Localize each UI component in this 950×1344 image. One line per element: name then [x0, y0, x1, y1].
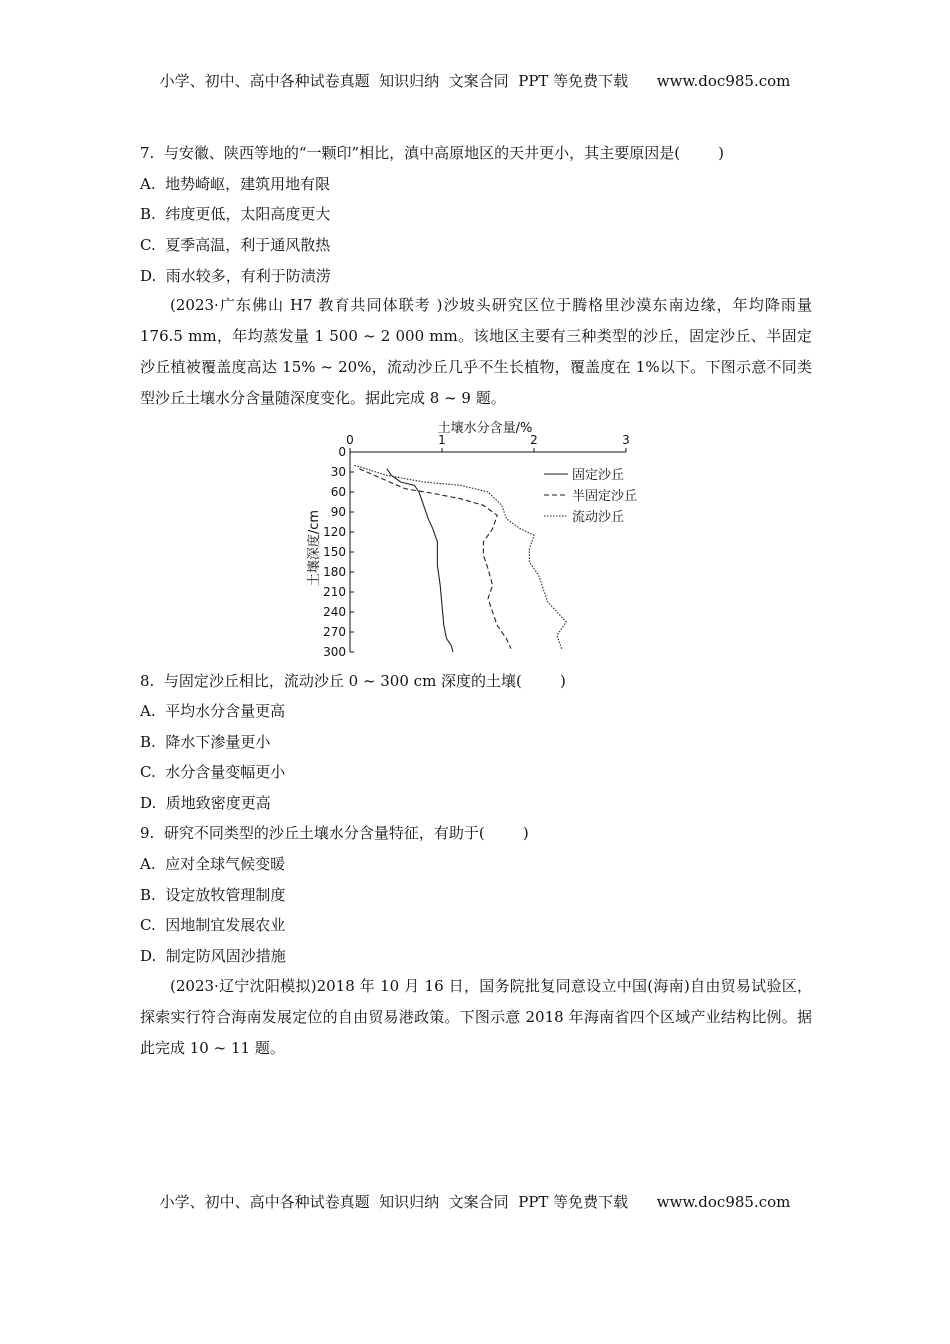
y-axis-label: 土壤深度/cm [307, 509, 322, 587]
y-tick-label: 240 [323, 605, 346, 619]
legend-label: 半固定沙丘 [572, 489, 638, 504]
page-footer: 小学、初中、高中各种试卷真题 知识归纳 文案合同 PPT 等免费下载 www.doc985.com [159, 1193, 791, 1211]
question-9-option-b: B. 设定放牧管理制度 [140, 886, 286, 904]
soil-moisture-chart [300, 418, 660, 663]
question-8-option-a: A. 平均水分含量更高 [140, 702, 286, 720]
question-8-option-c: C. 水分含量变幅更小 [140, 763, 286, 781]
y-tick-label: 90 [330, 505, 346, 519]
chart-title: 土壤水分含量/% [437, 421, 533, 436]
page-header: 小学、初中、高中各种试卷真题 知识归纳 文案合同 PPT 等免费下载 www.doc985.com [159, 72, 791, 90]
y-tick-label: 120 [323, 525, 346, 539]
question-9-option-a: A. 应对全球气候变暖 [140, 855, 286, 873]
question-9-option-d: D. 制定防风固沙措施 [140, 947, 286, 965]
question-7-option-b: B. 纬度更低，太阳高度更大 [140, 205, 331, 223]
series-line-2 [359, 469, 511, 649]
question-7-option-d: D. 雨水较多，有利于防渍涝 [140, 267, 331, 285]
legend-label: 固定沙丘 [572, 468, 625, 483]
question-8-option-b: B. 降水下渗量更小 [140, 733, 271, 751]
question-9-option-c: C. 因地制宜发展农业 [140, 916, 286, 934]
y-tick-label: 0 [338, 445, 346, 459]
question-7-option-c: C. 夏季高温，利于通风散热 [140, 236, 331, 254]
series-line-1 [387, 469, 453, 652]
x-tick-label: 1 [438, 433, 446, 447]
y-tick-label: 180 [323, 565, 346, 579]
y-tick-label: 60 [330, 485, 346, 499]
question-7-option-a: A. 地势崎岖，建筑用地有限 [140, 175, 331, 193]
legend-label: 流动沙丘 [572, 510, 625, 525]
material-paragraph-1: (2023·广东佛山 H7 教育共同体联考 )沙坡头研究区位于腾格里沙漠东南边缘，年均降雨量 176.5 mm，年均蒸发量 1 500 ~ 2 000 mm。该地区主要有三种类型的沙丘，固定沙丘、半固定沙丘植被覆盖度高达 15% ~ 20%，流动沙丘几乎不生长植物，覆盖度在 1%以下。下图示意不同类型沙丘土壤水分含量随深度变化。据此完成 8 ~ 9 题。 [140, 296, 812, 407]
question-7-stem: 7. 与安徽、陕西等地的“一颗印”相比，滇中高原地区的天井更小，其主要原因是( ) [140, 144, 725, 162]
x-tick-label: 0 [346, 433, 354, 447]
y-tick-label: 150 [323, 545, 346, 559]
series-line-3 [355, 465, 567, 648]
x-tick-label: 2 [530, 433, 538, 447]
x-tick-label: 3 [622, 433, 630, 447]
material-paragraph-2: (2023·辽宁沈阳模拟)2018 年 10 月 16 日，国务院批复同意设立中国(海南)自由贸易试验区，探索实行符合海南发展定位的自由贸易港政策。下图示意 2018 年海南省四个区域产业结构比例。据此完成 10 ~ 11 题。 [140, 977, 812, 1057]
y-tick-label: 300 [323, 645, 346, 659]
question-8-stem: 8. 与固定沙丘相比，流动沙丘 0 ~ 300 cm 深度的土壤( ) [140, 672, 566, 690]
question-8-option-d: D. 质地致密度更高 [140, 794, 271, 812]
y-tick-label: 30 [330, 465, 346, 479]
y-tick-label: 270 [323, 625, 346, 639]
question-9-stem: 9. 研究不同类型的沙丘土壤水分含量特征，有助于( ) [140, 824, 529, 842]
y-tick-label: 210 [323, 585, 346, 599]
